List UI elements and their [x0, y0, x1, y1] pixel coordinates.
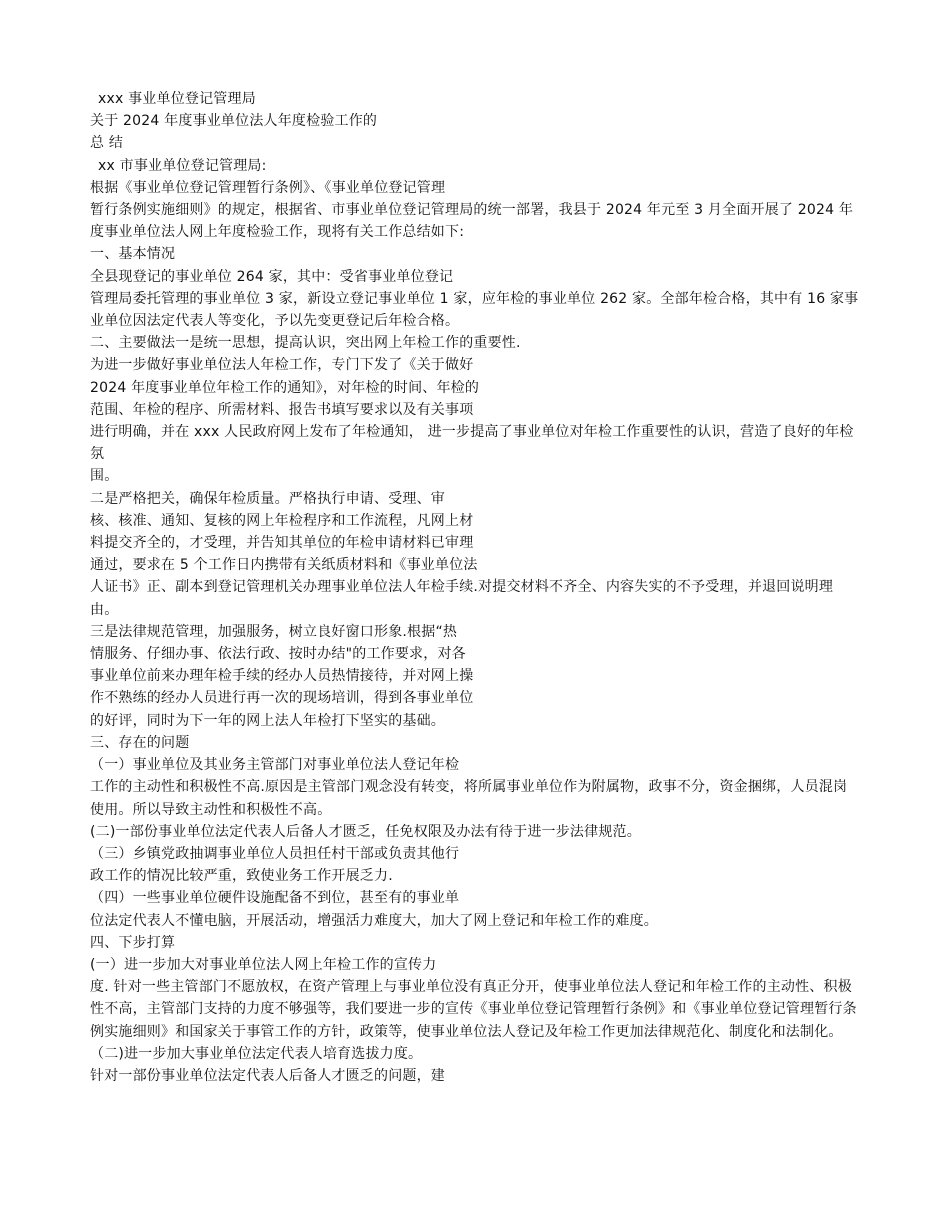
- body-line: 的好评，同时为下一年的网上法人年检打下坚实的基础。: [90, 712, 445, 729]
- body-line: （二)进一步加大事业单位法定代表人培育选拔力度。: [90, 1045, 423, 1062]
- body-paragraph: 人证书》正、副本到登记管理机关办理事业单位法人年检手续.对提交材料不齐全、内容失实的不予受理，并退回说明理由。: [90, 579, 834, 618]
- body-line: (二)一部份事业单位法定代表人后备人才匮乏，任免权限及办法有待于进一步法律规范。: [90, 823, 641, 840]
- body-paragraph: 工作的主动性和积极性不高.原因是主管部门观念没有转变，将所属事业单位作为附属物，政事不分，资金捆绑，人员混岗使用。所以导致主动性和积极性不高。: [90, 779, 848, 818]
- body-line: （一）事业单位及其业务主管部门对事业单位法人登记年检: [90, 757, 460, 774]
- section-heading: 二、主要做法一是统一思想，提高认识，突出网上年检工作的重要性.: [90, 335, 521, 352]
- body-line: 事业单位前来办理年检手续的经办人员热情接待，并对网上操: [90, 668, 474, 685]
- body-paragraph: 暂行条例实施细则》的规定，根据省、市事业单位登记管理局的统一部署，我县于 2024 年元至 3 月全面开展了 2024 年度事业单位法人网上年度检验工作，现将有关工作总结如下:: [90, 202, 854, 241]
- document-body: [90, 88, 860, 1087]
- body-line: 全县现登记的事业单位 264 家，其中：受省事业单位登记: [90, 268, 454, 285]
- body-paragraph: 管理局委托管理的事业单位 3 家，新设立登记事业单位 1 家，应年检的事业单位 262 家。全部年检合格，其中有 16 家事业单位因法定代表人等变化，予以先变更登记后年检合格。: [90, 290, 859, 330]
- body-line: 为进一步做好事业单位法人年检工作，专门下发了《关于做好: [90, 357, 474, 374]
- section-heading: 一、基本情况: [90, 246, 176, 263]
- body-line: 作不熟练的经办人员进行再一次的现场培训，得到各事业单位: [90, 690, 474, 707]
- section-heading: 三、存在的问题: [90, 734, 190, 751]
- body-line: 核、核准、通知、复核的网上年检程序和工作流程，凡网上材: [90, 512, 474, 529]
- body-line: （四）一些事业单位硬件设施配备不到位，甚至有的事业单: [90, 890, 460, 907]
- body-line: 位法定代表人不懂电脑，开展活动，增强活力难度大，加大了网上登记和年检工作的难度。: [90, 912, 658, 929]
- body-line: 2024 年度事业单位年检工作的通知》，对年检的时间、年检的: [90, 379, 480, 396]
- body-line: 通过，要求在 5 个工作日内携带有关纸质材料和《事业单位法: [90, 557, 478, 574]
- body-line: 范围、年检的程序、所需材料、报告书填写要求以及有关事项: [90, 401, 474, 418]
- body-line: 围。: [90, 468, 119, 485]
- title-line-2: 总 结: [90, 135, 124, 152]
- body-line: 料提交齐全的，才受理，并告知其单位的年检申请材料已审理: [90, 535, 474, 552]
- body-line: 二是严格把关，确保年检质量。严格执行申请、受理、审: [90, 490, 445, 507]
- body-line: 政工作的情况比较严重，致使业务工作开展乏力.: [90, 868, 393, 885]
- section-heading: 四、下步打算: [90, 934, 176, 951]
- body-paragraph: 度. 针对一些主管部门不愿放权，在资产管理上与事业单位没有真正分开，使事业单位法人登记和年检工作的主动性、积极性不高，主管部门支持的力度不够强等，我们要进一步的宣传《事业单位登记管理暂行条例》和《事业单位登记管理暂行条例实施细则》和国家关于事管工作的方针，政策等，使事业单位法人登记及年检工作更加法律规范化、制度化和法制化。: [90, 979, 857, 1040]
- recipient-line: xx 市事业单位登记管理局:: [98, 157, 267, 174]
- body-paragraph: 进行明确，并在 xxx 人民政府网上发布了年检通知， 进一步提高了事业单位对年检工作重要性的认识，营造了良好的年检氛: [90, 424, 854, 463]
- title-line-1: 关于 2024 年度事业单位法人年度检验工作的: [90, 113, 378, 130]
- body-line: （三）乡镇党政抽调事业单位人员担任村干部或负责其他行: [90, 845, 460, 862]
- issuing-authority-line: xxx 事业单位登记管理局: [98, 91, 256, 107]
- body-line: 根据《事业单位登记管理暂行条例》、《事业单位登记管理: [90, 179, 446, 196]
- body-line: 针对一部份事业单位法定代表人后备人才匮乏的问题，建: [90, 1067, 445, 1084]
- body-line: 三是法律规范管理，加强服务，树立良好窗口形象.根据“热: [90, 623, 458, 640]
- body-line: 情服务、仔细办事、依法行政、按时办结"的工作要求，对各: [90, 646, 466, 663]
- body-line: (一）进一步加大对事业单位法人网上年检工作的宣传力: [90, 956, 437, 973]
